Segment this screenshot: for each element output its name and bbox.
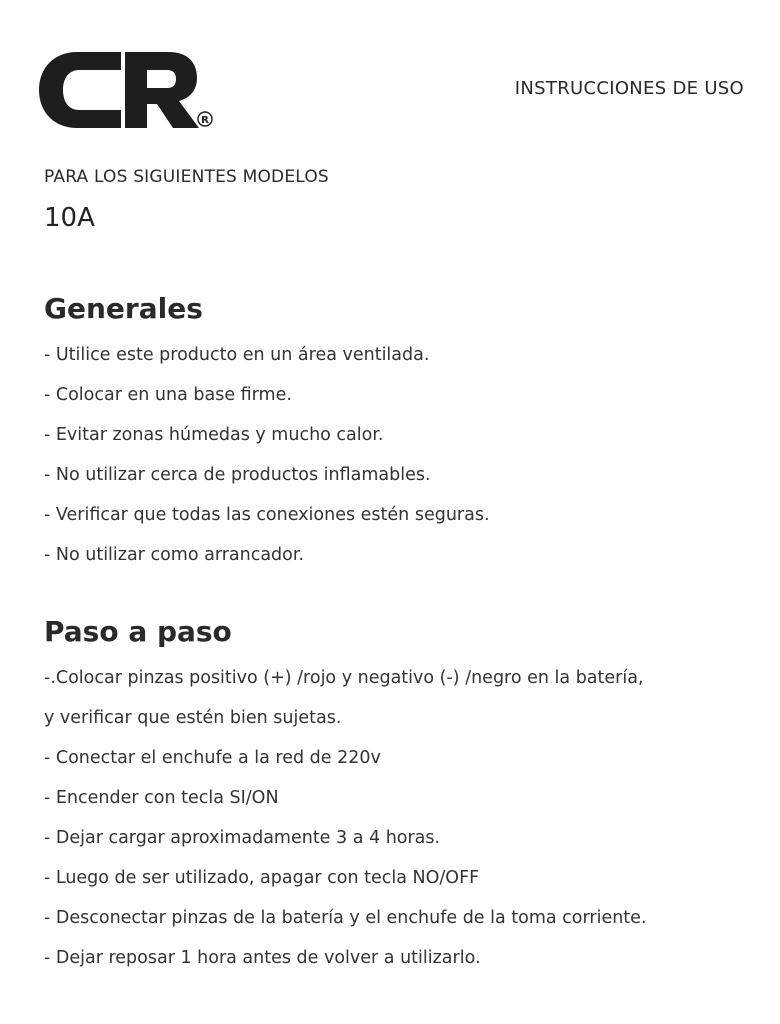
document-title: INSTRUCCIONES DE USO [514,78,744,99]
list-item: -.Colocar pinzas positivo (+) /rojo y negativo (-) /negro en la batería, [44,668,644,688]
list-item: - Luego de ser utilizado, apagar con tecla NO/OFF [44,868,480,888]
list-item: - Conectar el enchufe a la red de 220v [44,748,381,768]
models-label: PARA LOS SIGUIENTES MODELOS [44,167,329,187]
list-item: - No utilizar como arrancador. [44,545,305,565]
section-title-steps: Paso a paso [44,615,232,648]
model-value: 10A [44,203,95,233]
list-item: - Colocar en una base firme. [44,385,292,405]
logo-letter-c [39,52,121,128]
registered-mark: R [201,115,209,126]
list-item: - Evitar zonas húmedas y mucho calor. [44,425,384,445]
list-item: - Desconectar pinzas de la batería y el enchufe de la toma corriente. [44,908,647,928]
list-item: - Utilice este producto en un área ventilada. [44,345,430,365]
steps-list [44,658,647,978]
list-item: - No utilizar cerca de productos inflamables. [44,465,431,485]
logo-letter-r [125,52,199,128]
section-title-general: Generales [44,292,203,325]
list-item: - Dejar cargar aproximadamente 3 a 4 horas. [44,828,441,848]
list-item: - Verificar que todas las conexiones estén seguras. [44,505,490,525]
list-item: y verificar que estén bien sujetas. [44,708,342,728]
list-item: - Dejar reposar 1 hora antes de volver a utilizarlo. [44,948,481,968]
list-item: - Encender con tecla SI/ON [44,788,279,808]
cr-logo [37,50,217,130]
general-list [44,335,490,575]
